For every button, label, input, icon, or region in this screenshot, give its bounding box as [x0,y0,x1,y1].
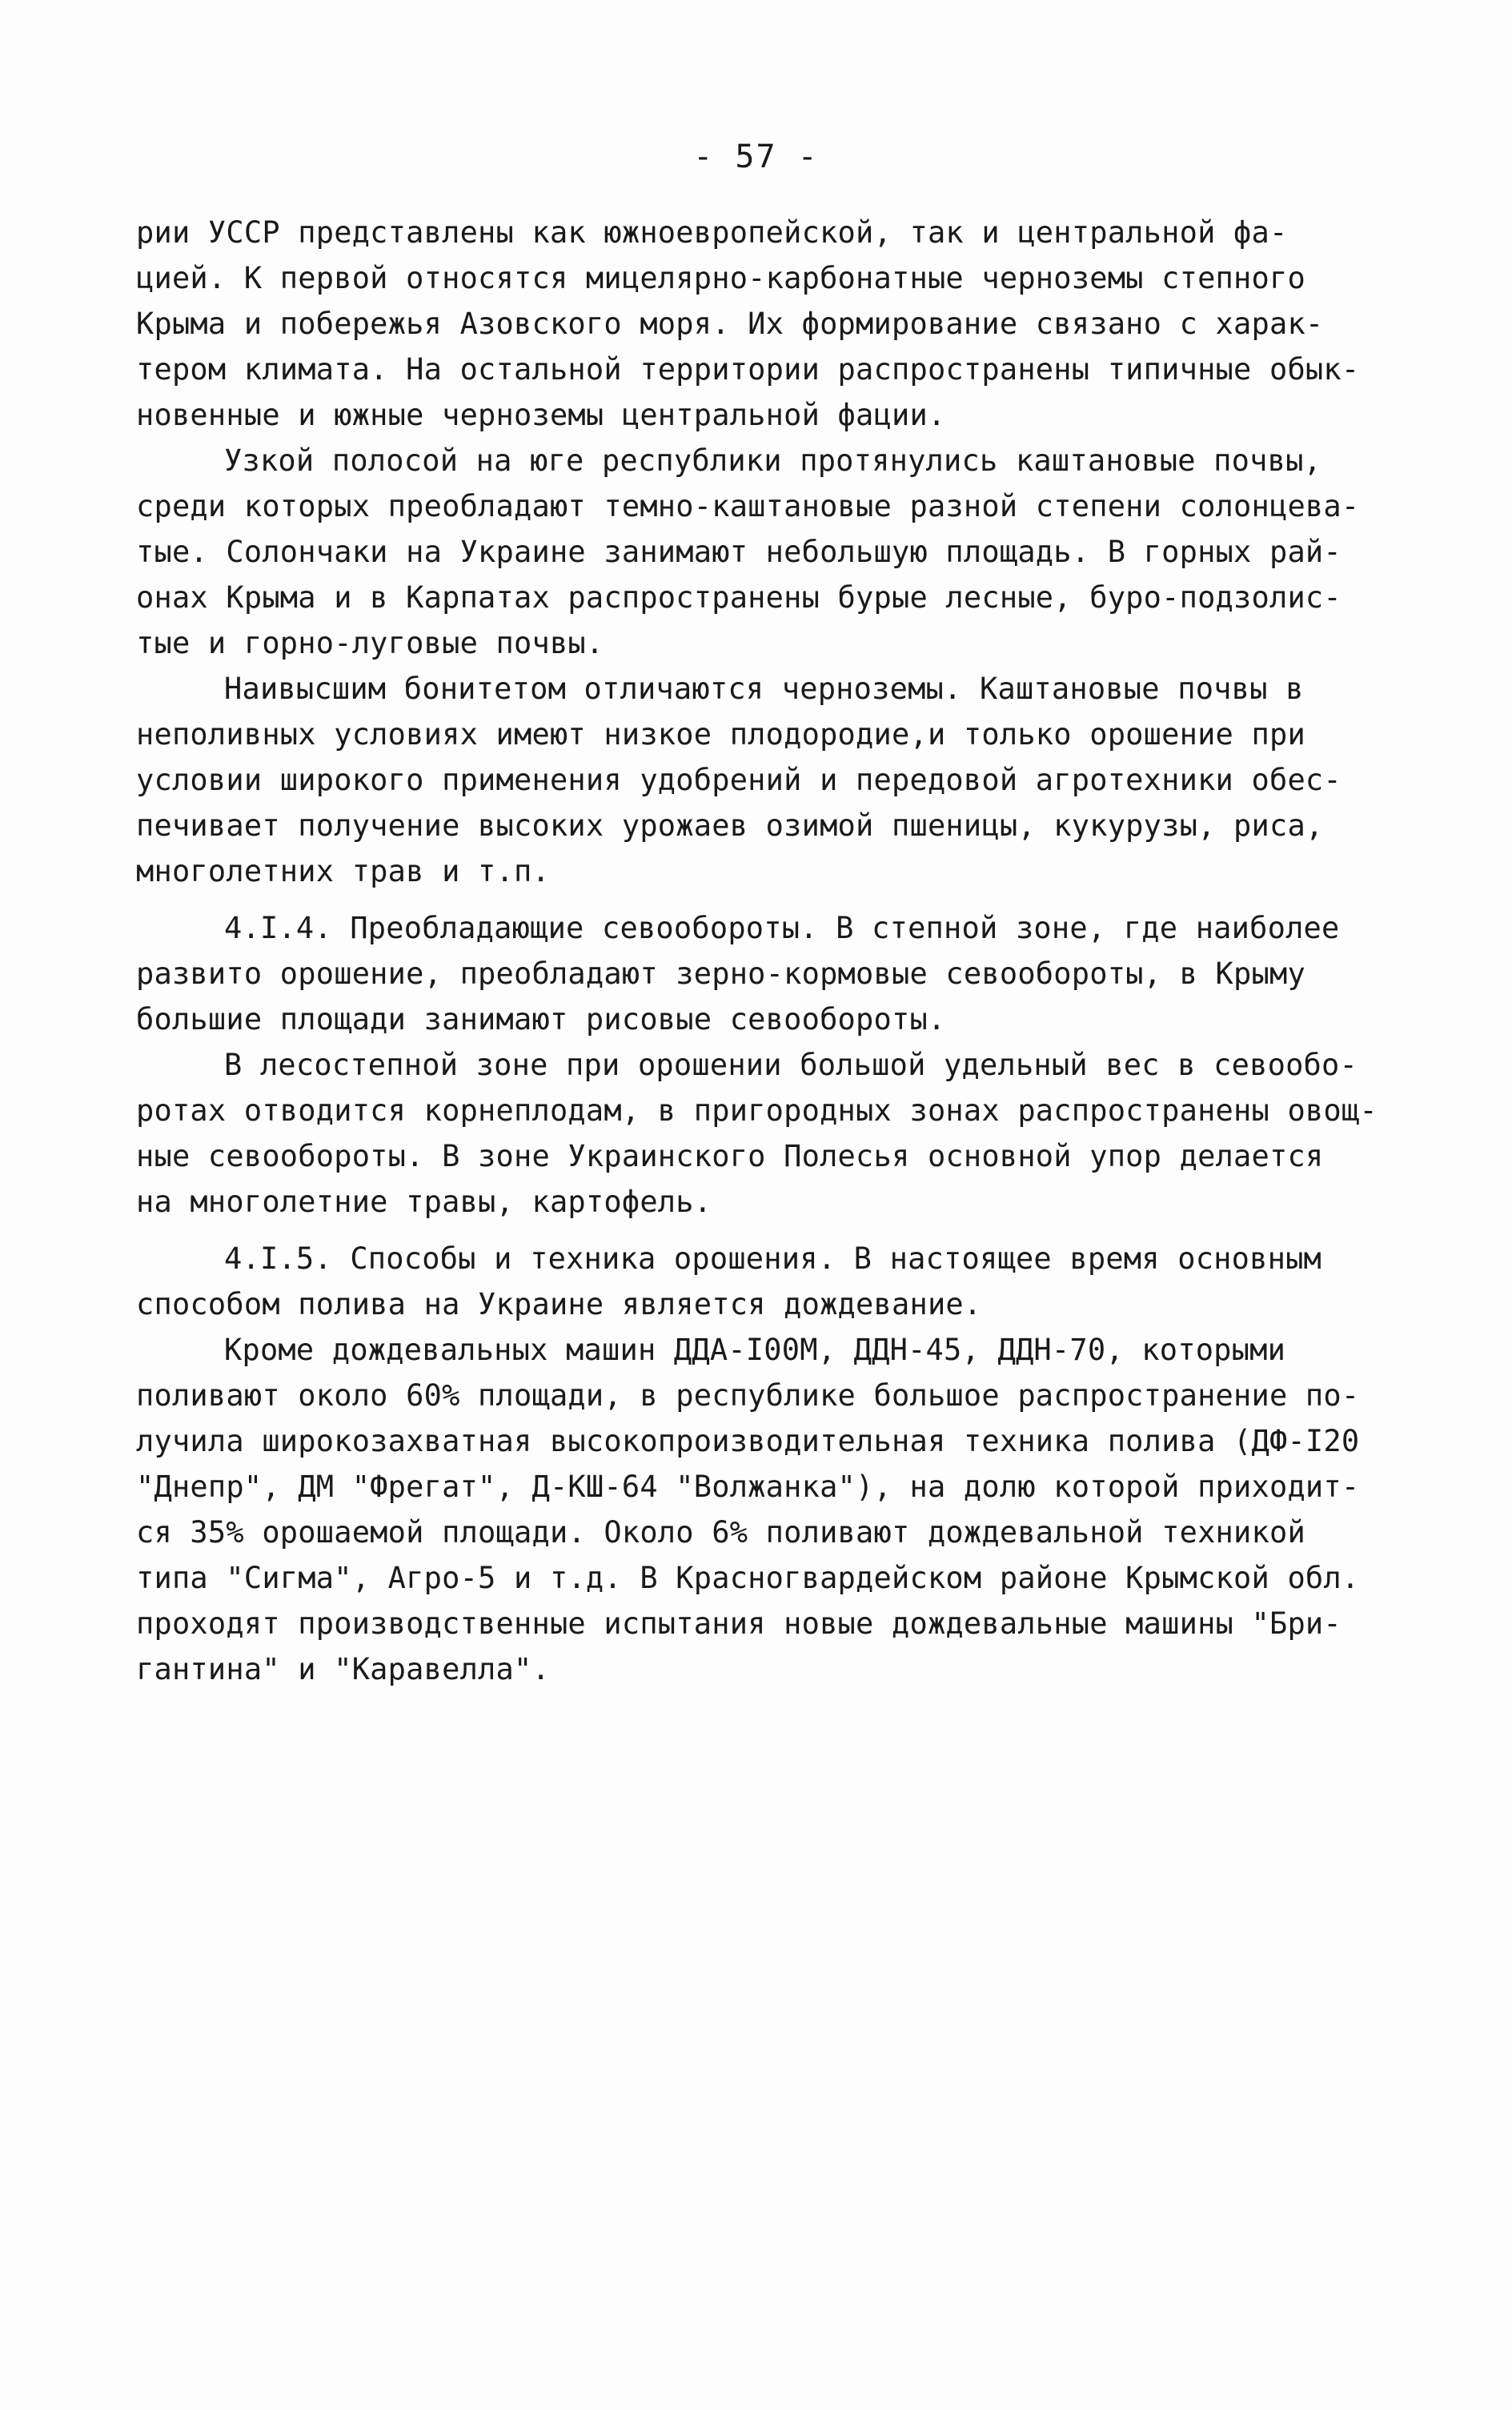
text-line: большие площади занимают рисовые севообороты. [136,1002,946,1037]
text-line: Наивысшим бонитетом отличаются черноземы. Каштановые почвы в [224,672,1304,706]
text-line: цией. К первой относятся мицелярно-карбонатные черноземы степного [136,261,1305,295]
paragraph-section-4-1-5 [136,1236,1417,1327]
text-line: ся 35% орошаемой площади. Около 6% поливают дождевальной техникой [136,1515,1305,1550]
text-line: "Днепр", ДМ "Фрегат", Д-КШ-64 "Волжанка"), на долю которой приходит- [136,1470,1360,1504]
text-line: ные севообороты. В зоне Украинского Полесья основной упор делается [136,1139,1324,1173]
text-line: новенные и южные черноземы центральной фации. [136,398,946,432]
page-number: - 57 - [693,138,819,175]
text-line: Узкой полосой на юге республики протянулись каштановые почвы, [224,443,1322,478]
paragraph-section-4-1-4 [136,905,1417,1042]
text-line: Крыма и побережья Азовского моря. Их формирование связано с харак- [136,307,1324,341]
paragraph-sprinkler-machines [136,1327,1417,1692]
text-line: онах Крыма и в Карпатах распространены бурые лесные, буро-подзолис- [136,580,1342,615]
text-line: гантина" и "Каравелла". [136,1652,550,1686]
text-line: типа "Сигма", Агро-5 и т.д. В Красногвардейском районе Крымской обл. [136,1561,1360,1595]
text-line: развито орошение, преобладают зерно-кормовые севообороты, в Крыму [136,956,1305,991]
text-line: рии УССР представлены как южноевропейской, так и центральной фа- [136,215,1288,250]
text-line: способом полива на Украине является дождевание. [136,1287,982,1321]
text-line: печивает получение высоких урожаев озимой пшеницы, кукурузы, риса, [136,808,1324,843]
text-line: неполивных условиях имеют низкое плодородие,и только орошение при [136,717,1305,752]
paragraph-forest-steppe [136,1042,1417,1225]
paragraph-chestnut-soils [136,438,1417,666]
text-line: тые и горно-луговые почвы. [136,626,604,660]
text-line: тером климата. На остальной территории распространены типичные обык- [136,352,1360,387]
section-heading-line: 4.I.5. Способы и техника орошения. В настоящее время основным [224,1241,1322,1276]
text-line: многолетних трав и т.п. [136,854,550,888]
text-line: тые. Солончаки на Украине занимают небольшую площадь. В горных рай- [136,535,1342,569]
paragraph-bonitet [136,666,1417,894]
text-line: на многолетние травы, картофель. [136,1185,712,1219]
paragraph-soils-facies [136,210,1417,438]
text-line: Кроме дождевальных машин ДДА-I00М, ДДН-45, ДДН-70, которыми [224,1333,1286,1367]
text-line: поливают около 60% площади, в республике большое распространение по- [136,1378,1360,1413]
text-line: В лесостепной зоне при орошении большой удельный вес в севообо- [224,1048,1358,1082]
text-line: ротах отводится корнеплодам, в пригородных зонах распространены овощ- [136,1093,1378,1128]
text-line: лучила широкозахватная высокопроизводительная техника полива (ДФ-I20 [136,1424,1360,1458]
text-line: проходят производственные испытания новые дождевальные машины "Бри- [136,1606,1342,1641]
section-heading-line: 4.I.4. Преобладающие севообороты. В степной зоне, где наиболее [224,911,1340,945]
text-line: среди которых преобладают темно-каштановые разной степени солонцева- [136,489,1360,523]
text-line: условии широкого применения удобрений и передовой агротехники обес- [136,763,1342,797]
body-text [136,210,1417,1692]
